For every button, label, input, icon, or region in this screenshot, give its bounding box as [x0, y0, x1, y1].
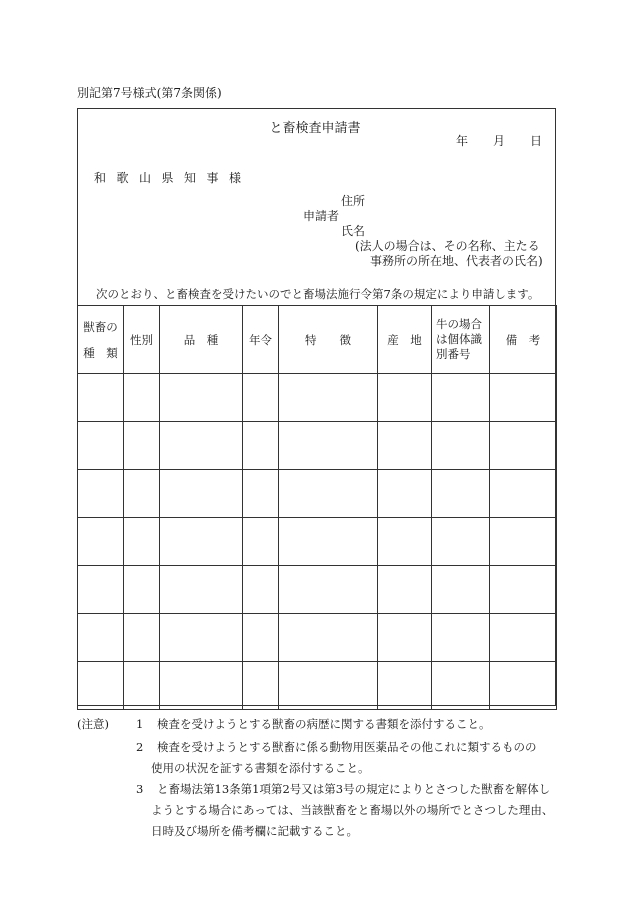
table-cell[interactable] [432, 374, 490, 422]
form-title: と畜検査申請書 [269, 121, 361, 136]
table-cell[interactable] [160, 662, 243, 710]
table-cell[interactable] [124, 662, 160, 710]
date-day: 日 [530, 134, 543, 148]
table-row [78, 614, 557, 662]
notes-label: (注意) [77, 717, 109, 731]
table-cell[interactable] [78, 374, 124, 422]
table-cell[interactable] [78, 614, 124, 662]
table-cell[interactable] [160, 422, 243, 470]
table-cell[interactable] [432, 470, 490, 518]
note-item-3: 3 と畜場法第13条第1項第2号又は第3号の規定によりとさつした獣畜を解体し [136, 782, 551, 796]
table-row [78, 422, 557, 470]
header-animal-type: 獣畜の 種 類 [78, 306, 124, 374]
table-cell[interactable] [160, 374, 243, 422]
table-cell[interactable] [78, 566, 124, 614]
table-cell[interactable] [78, 422, 124, 470]
table-cell[interactable] [279, 374, 378, 422]
address-label: 住所 [341, 194, 366, 208]
table-cell[interactable] [124, 374, 160, 422]
table-cell[interactable] [432, 422, 490, 470]
table-cell[interactable] [243, 470, 279, 518]
table-cell[interactable] [243, 518, 279, 566]
header-sex: 性別 [124, 306, 160, 374]
table-cell[interactable] [490, 662, 557, 710]
inspection-table [77, 305, 557, 710]
table-cell[interactable] [243, 374, 279, 422]
table-cell[interactable] [279, 614, 378, 662]
note-item-1: 1 検査を受けようとする獣畜の病歴に関する書類を添付すること。 [136, 717, 491, 731]
table-cell[interactable] [378, 422, 432, 470]
table-row [78, 374, 557, 422]
request-statement: 次のとおり、と畜検査を受けたいのでと畜場法施行令第7条の規定により申請します。 [96, 287, 540, 301]
addressee: 和歌山県知事様 [94, 171, 252, 185]
header-features: 特 徴 [279, 306, 378, 374]
header-cattle-id: 牛の場合 は個体識 別番号 [432, 306, 490, 374]
applicant-label: 申請者 [303, 209, 340, 223]
table-cell[interactable] [378, 470, 432, 518]
header-age: 年令 [243, 306, 279, 374]
table-row [78, 470, 557, 518]
note-item-2-cont: 使用の状況を証する書類を添付すること。 [151, 761, 370, 775]
table-cell[interactable] [160, 614, 243, 662]
table-cell[interactable] [490, 566, 557, 614]
header-remarks: 備 考 [490, 306, 557, 374]
table-cell[interactable] [432, 566, 490, 614]
header-breed: 品 種 [160, 306, 243, 374]
table-cell[interactable] [490, 374, 557, 422]
table-cell[interactable] [160, 566, 243, 614]
table-cell[interactable] [160, 470, 243, 518]
table-cell[interactable] [279, 470, 378, 518]
table-cell[interactable] [279, 566, 378, 614]
table-cell[interactable] [378, 518, 432, 566]
table-cell[interactable] [490, 518, 557, 566]
note-item-2: 2 検査を受けようとする獣畜に係る動物用医薬品その他これに類するものの [136, 740, 537, 754]
table-cell[interactable] [432, 662, 490, 710]
table-cell[interactable] [378, 566, 432, 614]
date-month: 月 [493, 134, 506, 148]
table-cell[interactable] [279, 662, 378, 710]
header-origin: 産 地 [378, 306, 432, 374]
table-cell[interactable] [243, 662, 279, 710]
table-row [78, 566, 557, 614]
note-item-3-cont2: 日時及び場所を備考欄に記載すること。 [151, 824, 358, 838]
table-cell[interactable] [378, 614, 432, 662]
name-label: 氏名 [341, 224, 366, 238]
note-item-3-cont1: ようとする場合にあっては、当該獣畜をと畜場以外の場所でとさつした理由、 [151, 803, 554, 817]
table-cell[interactable] [490, 614, 557, 662]
table-cell[interactable] [124, 422, 160, 470]
table-row [78, 518, 557, 566]
table-cell[interactable] [124, 566, 160, 614]
form-label: 別記第7号様式(第7条関係) [77, 86, 222, 100]
table-body [78, 374, 557, 710]
table-cell[interactable] [243, 614, 279, 662]
table-cell[interactable] [78, 470, 124, 518]
table-cell[interactable] [432, 518, 490, 566]
corporate-note-line2: 事務所の所在地、代表者の氏名) [370, 254, 543, 268]
table-row [78, 662, 557, 710]
date-year: 年 [456, 134, 469, 148]
table-cell[interactable] [124, 518, 160, 566]
corporate-note-line1: (法人の場合は、その名称、主たる [355, 239, 540, 253]
table-header-row [78, 306, 557, 374]
table-cell[interactable] [124, 470, 160, 518]
table-cell[interactable] [78, 662, 124, 710]
table-cell[interactable] [490, 422, 557, 470]
table-cell[interactable] [124, 614, 160, 662]
table-cell[interactable] [243, 566, 279, 614]
table-cell[interactable] [78, 518, 124, 566]
table-cell[interactable] [378, 374, 432, 422]
table-cell[interactable] [432, 614, 490, 662]
table-cell[interactable] [279, 518, 378, 566]
table-cell[interactable] [378, 662, 432, 710]
date-line [456, 132, 542, 149]
table-cell[interactable] [243, 422, 279, 470]
table-cell[interactable] [279, 422, 378, 470]
table-cell[interactable] [160, 518, 243, 566]
table-cell[interactable] [490, 470, 557, 518]
